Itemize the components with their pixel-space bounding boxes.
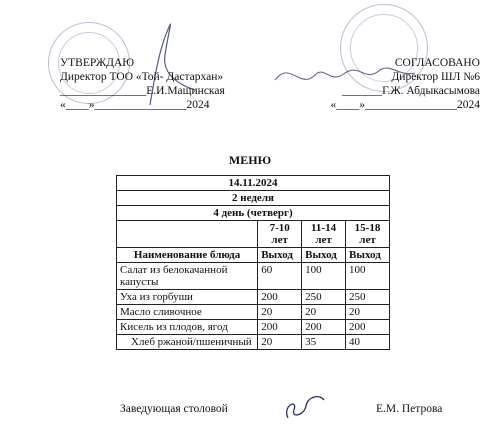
portion-value: 60 <box>258 263 302 290</box>
portion-value: 200 <box>258 290 302 305</box>
portion-value: 35 <box>302 335 346 350</box>
portion-value: 40 <box>346 335 390 350</box>
approved-position: Директор ТОО «Той- Дастархан» <box>60 71 224 83</box>
table-row <box>117 263 390 290</box>
portion-value: 20 <box>302 305 346 320</box>
table-row <box>117 290 390 305</box>
portion-value: 20 <box>258 305 302 320</box>
footer-role: Заведующая столовой <box>120 403 228 415</box>
portion-value: 100 <box>302 263 346 290</box>
dish-name: Масло сливочное <box>117 305 258 320</box>
portion-value: 100 <box>346 263 390 290</box>
header-blank-cell <box>117 221 258 248</box>
portion-value: 200 <box>258 320 302 335</box>
output-header: Выход <box>258 248 302 263</box>
portion-value: 200 <box>346 320 390 335</box>
menu-day: 4 день (четверг) <box>117 206 390 221</box>
approved-name-line: _______________Е.И.Мащинская <box>60 85 225 97</box>
portion-value: 250 <box>346 290 390 305</box>
age-group-header: 11-14 лет <box>302 221 346 248</box>
agreed-name-line: _______Г.Ж. Абдыкасымова <box>341 85 480 97</box>
dish-column-header: Наименование блюда <box>117 248 258 263</box>
menu-table <box>116 175 390 350</box>
approved-heading: УТВЕРЖДАЮ <box>60 57 135 69</box>
dish-name: Кисель из плодов, ягод <box>117 320 258 335</box>
menu-week: 2 неделя <box>117 191 390 206</box>
dish-name: Уха из горбуши <box>117 290 258 305</box>
menu-date: 14.11.2024 <box>117 176 390 191</box>
page-title: МЕНЮ <box>228 153 272 167</box>
agreed-date-line: «____»________________2024 <box>330 99 480 111</box>
table-row <box>117 305 390 320</box>
table-row <box>117 320 390 335</box>
output-header: Выход <box>346 248 390 263</box>
table-row <box>117 335 390 350</box>
output-header: Выход <box>302 248 346 263</box>
portion-value: 20 <box>346 305 390 320</box>
age-group-header: 15-18 лет <box>346 221 390 248</box>
approved-date-line: «____»________________2024 <box>60 99 210 111</box>
portion-value: 20 <box>258 335 302 350</box>
portion-value: 250 <box>302 290 346 305</box>
dish-name: Хлеб ржаной/пшеничный <box>117 335 258 350</box>
dish-name: Салат из белокачанной капусты <box>117 263 258 290</box>
age-group-header: 7-10 лет <box>258 221 302 248</box>
manager-signature <box>280 388 328 424</box>
agreed-heading: СОГЛАСОВАНО <box>394 57 480 69</box>
portion-value: 200 <box>302 320 346 335</box>
footer-name: Е.М. Петрова <box>376 403 443 415</box>
agreed-position: Директор ШЛ №6 <box>391 71 480 83</box>
